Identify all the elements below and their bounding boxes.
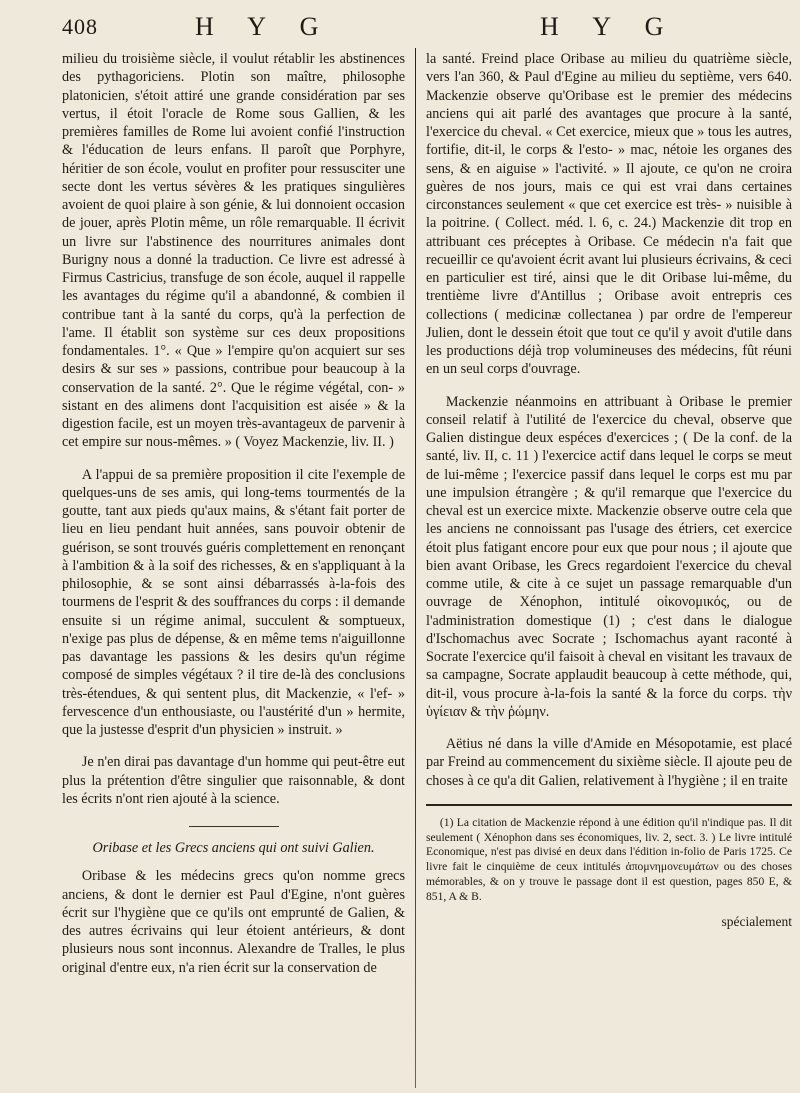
- paragraph: Mackenzie néanmoins en attribuant à Oribase le premier conseil relatif à l'utilité de l'exercice du cheval, observe que Galien distingue deux espéces d'exercices ; ( De la conf. de la santé, liv. II, c. 11 ) l'exercice actif dans lequel le corps se meut de lui-même ; l'exercice passif dans lequel le corps est mu par une impulsion étrangère ; & qu'il remarque que l'exercice du cheval est un exercice mixte. Mackenzie observe outre cela que les anciens ne connoissant pas l'usage des étriers, cet exercice étoit plus fatigant encore pour eux que pour nous ; il ajoute que bien avant Oribase, les Grecs regardoient l'exercice du cheval comme utile, & cite à ce sujet un passage remarquable d'un ouvrage de Xénophon, intitulé οἰκονομικός, ou de l'administration domestique (1) ; c'est dans le dialogue d'Ischomachus avec Socrate ; Ischomachus ayant raconté à Socrate l'exercice qu'il faisoit à cheval en visitant les travaux de sa campagne, Socrate applaudit beaucoup à cette méthode, qui, dit-il, vous procure à-la-fois la santé & la force du corps. τὴν ὑγίειαν & τὴν ῥώμην.: [426, 393, 792, 720]
- paragraph: la santé. Freind place Oribase au milieu du quatrième siècle, vers l'an 360, & Paul d'Egine au milieu du septième, vers 640. Mackenzie observe qu'Oribase est le premier des médecins anciens qui ait parlé des avantages que procure à la santé, l'exercice du cheval. « Cet exercice, mieux que » tous les autres, fortifie, dit-il, le corps & l'esto- » mac, nétoie les organes des sens, & en aiguise » l'activité. » Il ajoute, ce qu'on ne croira guères de nos jours, mais ce qui est vrai dans certaines circonstances seulement « que cet exercice est très- » nuisible à la poitrine. ( Collect. méd. l. 6, c. 24.) Mackenzie dit trop en attribuant ces préceptes à Oribase. Ce médecin n'a fait que recueillir ce qu'avoient écrit avant lui plusieurs écrivains, & ceci en particulier est tiré, ainsi que le dit Oribase lui-même, du trentième livre d'Antillus ; Oribase avoit entrepris ces collections ( medicinæ collectanea ) par ordre de l'empereur Julien, dont le dessein étoit que tout ce qu'il y avoit d'utile dans les productions déjà trop volumineuses des médecins, fût réuni en un seul corps d'ouvrage.: [426, 51, 792, 378]
- column-divider: [415, 48, 416, 1088]
- catchword: spécialement: [721, 913, 792, 929]
- running-head-left: H Y G: [195, 12, 333, 41]
- paragraph: milieu du troisième siècle, il voulut rétablir les abstinences des pythagoriciens. Plotin son maître, philosophe platonicien, s'étoit attiré une grande considération par ses vertus, il étoit l'oracle de Rome sous Gallien, & les premières familles de Rome lui avoient confié l'instruction & l'éducation de leurs enfans. Il paroît que Porphyre, héritier de son école, voulut en profiter pour ressusciter une secte dont les vertus sévères & les pratiques singulières avoient de quoi plaire à son génie, & lui donnoient occasion de jouer, après Plotin même, un rôle remarquable. Il écrivit un livre sur l'abstinence des nourritures animales dont Burigny nous a donné la traduction. Ce livre est adressé à Firmus Castricius, transfuge de son école, auquel il rappelle les avantages du régime qu'il a abandonné, & combien il contribue tant à la santé du corps, qu'à la perfection de l'ame. Il établit son système sur ces deux propositions fondamentales. 1°. « Que » l'empire qu'on acquiert sur ses desirs & sur ses » passions, contribue pour beaucoup à la conservation de la santé. 2°. Que le régime végétal, con- » sistant en des alimens dont l'acquisition est aisée » & la digestion facile, est un moyen très-avantageux de parvenir à cet empire sur nous-mêmes. » ( Voyez Mackenzie, liv. II. ): [62, 51, 405, 451]
- section-title: Oribase et les Grecs anciens qui ont suivi Galien.: [92, 840, 375, 856]
- running-head-right: H Y G: [540, 12, 678, 41]
- left-column: [62, 50, 405, 977]
- paragraph: A l'appui de sa première proposition il cite l'exemple de quelques-uns de ses amis, qui long-tems tourmentés de la goutte, tant aux pieds qu'aux mains, & s'étant fait porter de lieu en lieu pendant huit années, sans pouvoir obtenir de guérison, se sont trouvés guéris complettement en renonçant à l'ambition & à la soif des richesses, & en s'appliquant à la philosophie, & se sont ainsi débarrassés à-la-fois des tourmens de l'esprit & des souffrances du corps : il demande ensuite si un régime animal, succulent & somptueux, n'exige pas plus de dépense, & en même tems n'aiguillonne pas davantage les passions & les desirs qu'un régime composé de simples végétaux ? il tire de-là des conclusions très-étendues, & qui sentent plus, dit Mackenzie, « l'ef- » fervescence d'un enthousiaste, ou l'austérité d'un » hermite, que la justesse d'esprit d'un physicien » instruit. »: [62, 466, 405, 738]
- footnote: (1) La citation de Mackenzie répond à une édition qu'il n'indique pas. Il dit seulement ( Xénophon dans ses économiques, liv. 2, sect. 3. ) Le livre intitulé Economique, n'est pas divisé en deux dans l'édition in-folio de Paris 1725. Ce livre fait le cinquième de ceux intitulés ἀπομνημονευμάτων ou des choses mémorables, & on y trouve le passage dont il est question, pages 850 E, & 851, A & B.: [426, 815, 792, 903]
- footnote-rule: [426, 804, 792, 806]
- section-rule: [189, 826, 279, 827]
- paragraph: Je n'en dirai pas davantage d'un homme qui peut-être eut plus la prétention d'être singulier que raisonnable, & dont les écrits n'ont rien ajouté à la science.: [62, 754, 405, 807]
- paragraph: Aëtius né dans la ville d'Amide en Mésopotamie, est placé par Freind au commencement du sixième siècle. Il ajoute peu de choses à ce qu'a dit Galien, relativement à l'hygiène ; il en traite: [426, 736, 792, 789]
- page-header: [0, 10, 800, 50]
- paragraph: Oribase & les médecins grecs qu'on nomme grecs anciens, & dont le dernier est Paul d'Egine, n'ont guères écrit sur l'hygiène que ce qu'ils ont emprunté de Galien, & des autres écrivains qui leur étoient antérieurs, & dont plusieurs nous sont inconnus. Alexandre de Tralles, le plus original d'entre eux, n'a rien écrit sur la conservation de: [62, 868, 405, 976]
- section-heading: [62, 826, 405, 857]
- page-number: 408: [62, 14, 98, 39]
- right-column: [426, 50, 792, 931]
